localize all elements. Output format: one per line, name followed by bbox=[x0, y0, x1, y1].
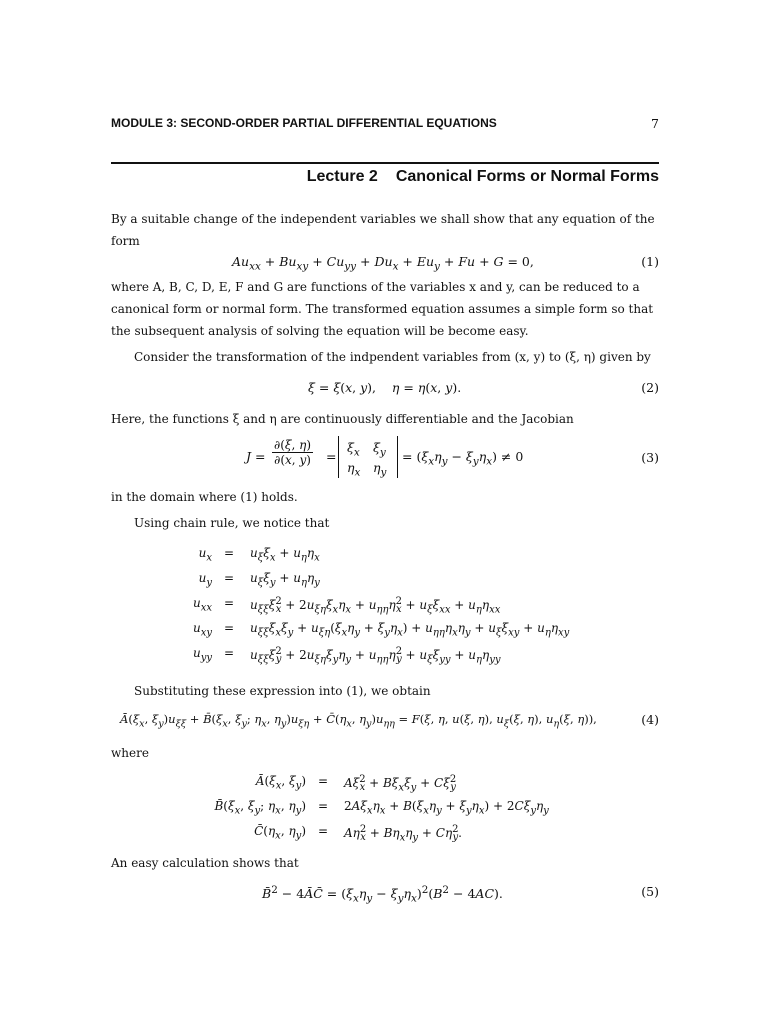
paragraph: By a suitable change of the independent variables we shall show that any equation of the bbox=[111, 212, 655, 226]
equation-number: (1) bbox=[641, 254, 659, 269]
lecture-heading bbox=[307, 168, 659, 186]
paragraph: where bbox=[111, 746, 149, 760]
paragraph: form bbox=[111, 234, 140, 248]
lecture-number: Lecture 2 bbox=[306, 168, 378, 185]
paragraph: in the domain where (1) holds. bbox=[111, 490, 298, 504]
equation-number: (2) bbox=[641, 380, 659, 395]
running-header bbox=[111, 116, 659, 134]
header-rule bbox=[111, 162, 659, 164]
equation-2: ξ = ξ(x, y), η = η(x, y). bbox=[308, 380, 462, 395]
paragraph: An easy calculation shows that bbox=[111, 856, 299, 870]
equation-number: (3) bbox=[641, 450, 659, 465]
paragraph: canonical form or normal form. The transformed equation assumes a simple form so that bbox=[111, 302, 654, 316]
equation-number: (5) bbox=[641, 884, 659, 899]
paragraph: Here, the functions ξ and η are continuously differentiable and the Jacobian bbox=[111, 412, 574, 426]
equation-5: B̄$^2$ − 4ĀC̄ = $(\xi_x\eta_y - \xi_y\eta_x)^2(B^2 - 4AC)$. bbox=[262, 884, 503, 905]
module-title: MODULE 3: SECOND-ORDER PARTIAL DIFFERENTIAL EQUATIONS bbox=[111, 116, 497, 130]
paragraph: the subsequent analysis of solving the equation will be become easy. bbox=[111, 324, 529, 338]
equation-1: $Au_{xx} + Bu_{xy} + Cu_{yy} + Du_x + Eu_y + Fu + G = 0$, bbox=[232, 254, 534, 273]
equation-4: $Ā(\xi_x$, $\xi_y)u_{\xi\xi}$ + $B̄(\xi_x$, $\xi_y$; $\eta_x$, $\eta_y)u_{\xi\eta}$ + $C̄(\eta_x$, $\eta_y)u_{\eta\eta} = F(\xi$, η, u(ξ, η), $u_\xi(\xi$, η), $u_\eta(\xi$, η)), bbox=[120, 712, 597, 730]
paragraph: Substituting these expression into (1), we obtain bbox=[134, 684, 431, 698]
paragraph: Consider the transformation of the indpendent variables from (x, y) to (ξ, η) given by bbox=[134, 350, 651, 364]
paragraph: where A, B, C, D, E, F and G are functions of the variables x and y, can be reduced to a bbox=[111, 280, 640, 294]
equation-number: (4) bbox=[641, 712, 659, 727]
page-number: 7 bbox=[651, 116, 659, 131]
lecture-title: Canonical Forms or Normal Forms bbox=[395, 168, 659, 185]
paragraph: Using chain rule, we notice that bbox=[134, 516, 330, 530]
